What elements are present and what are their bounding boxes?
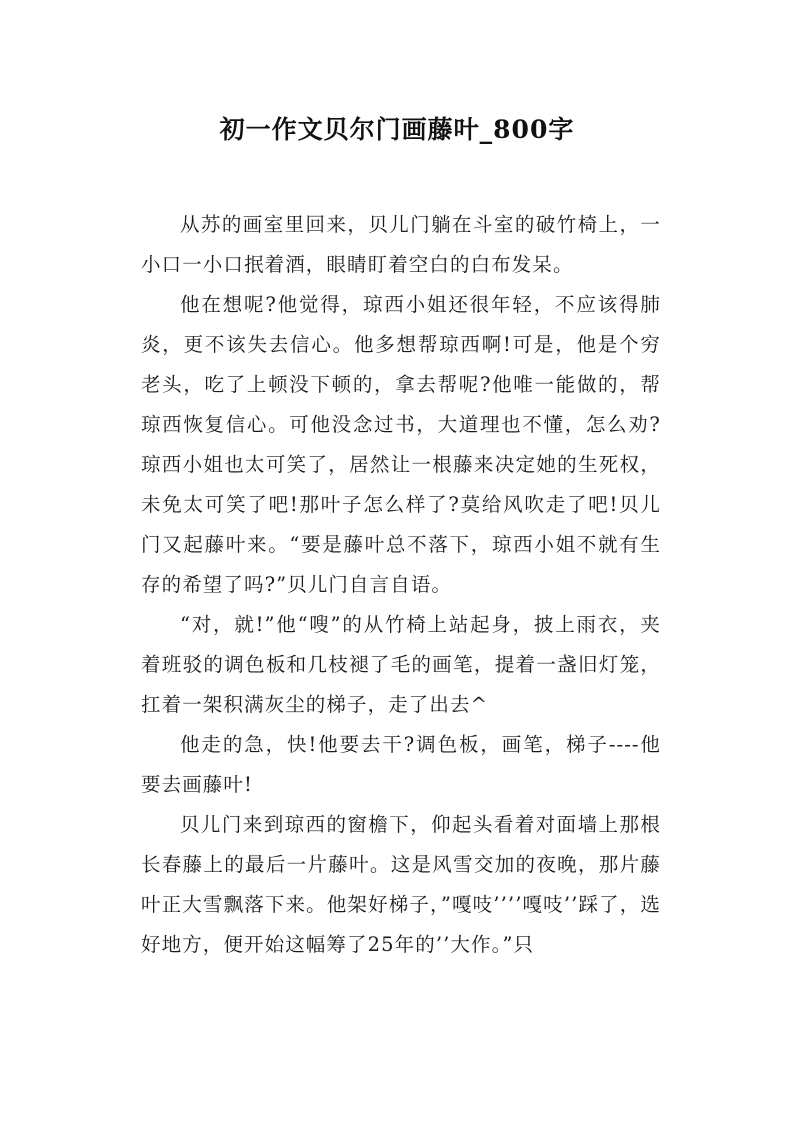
paragraph: 他走的急，快!他要去干?调色板，画笔，梯子----他要去画藤叶!	[141, 733, 661, 796]
document-title: 初一作文贝尔门画藤叶_800字	[219, 115, 575, 144]
paragraph: “对，就!”他“嗖”的从竹椅上站起身，披上雨衣，夹着班驳的调色板和几枝褪了毛的画笔，提着一盏旧灯笼，扛着一架积满灰尘的梯子，走了出去^	[141, 613, 661, 716]
paragraph: 贝儿门来到琼西的窗檐下，仰起头看着对面墙上那根长春藤上的最后一片藤叶。这是风雪交加的夜晚，那片藤叶正大雪飘落下来。他架好梯子，”嘎吱’’’’嘎吱’’踩了，选好地方，便开始这幅筹了25年的’’大作。”只	[141, 813, 661, 956]
document-body	[141, 205, 661, 965]
paragraph: 他在想呢?他觉得，琼西小姐还很年轻，不应该得肺炎，更不该失去信心。他多想帮琼西啊!可是，他是个穷老头，吃了上顿没下顿的，拿去帮呢?他唯一能做的，帮琼西恢复信心。可他没念过书，大道理也不懂，怎么劝?琼西小姐也太可笑了，居然让一根藤来决定她的生死权，未免太可笑了吧!那叶子怎么样了?莫给风吹走了吧!贝儿门又起藤叶来。“要是藤叶总不落下，琼西小姐不就有生存的希望了吗?”贝儿门自言自语。	[141, 293, 661, 596]
paragraph: 从苏的画室里回来，贝儿门躺在斗室的破竹椅上，一小口一小口抿着酒，眼睛盯着空白的白布发呆。	[141, 213, 661, 276]
